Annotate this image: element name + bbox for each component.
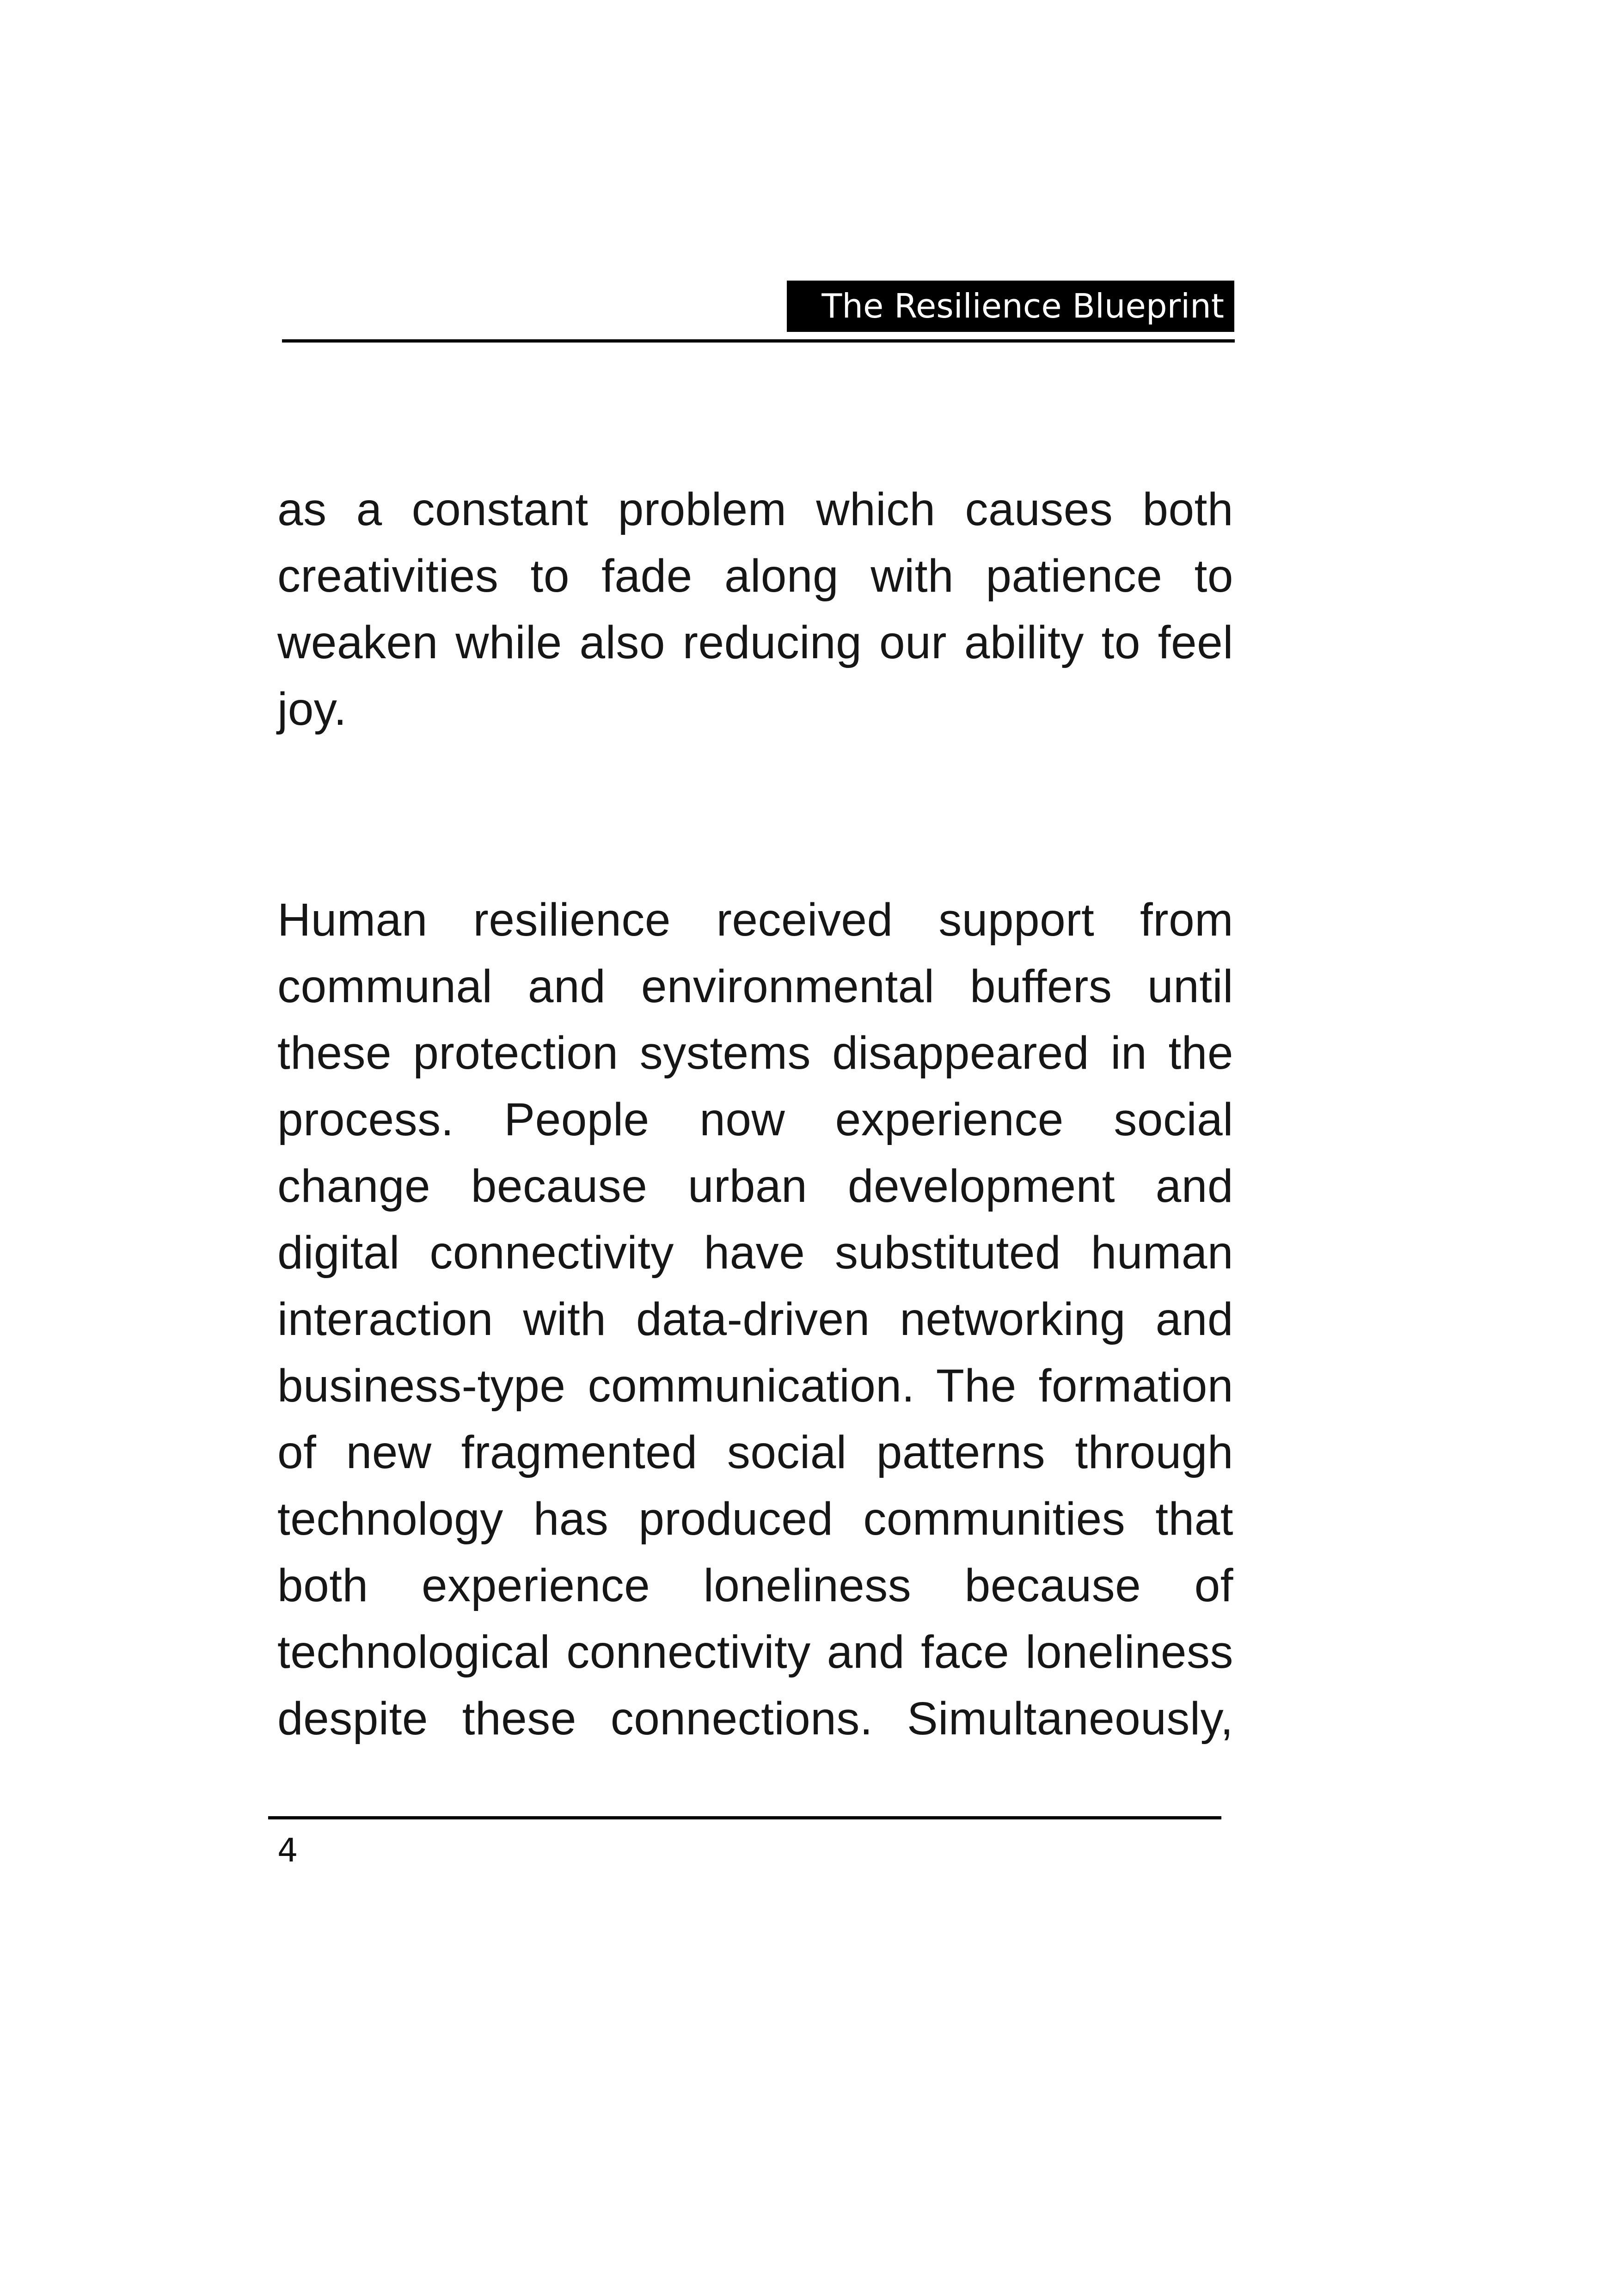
page-number: 4 bbox=[277, 1831, 298, 1869]
body-paragraph: as a constant problem which causes both creativities to fade along with patience to weaken while also reducing our ability to feel joy. bbox=[277, 484, 1233, 735]
header-rule bbox=[282, 339, 1235, 343]
running-header-title: The Resilience Blueprint bbox=[787, 281, 1234, 332]
body-paragraph: Human resilience received support from communal and environmental buffers until these protection systems disappeared in the process. People now experience social change because urban development and digital connectivity have substituted human interaction with data-driven networking and business-type communication. The formation of new fragmented social patterns through technology has produced communities that both experience loneliness because of technological connectivity and face loneliness despite these connections. Simultaneously, bbox=[277, 894, 1233, 1745]
footer-rule bbox=[268, 1816, 1221, 1819]
